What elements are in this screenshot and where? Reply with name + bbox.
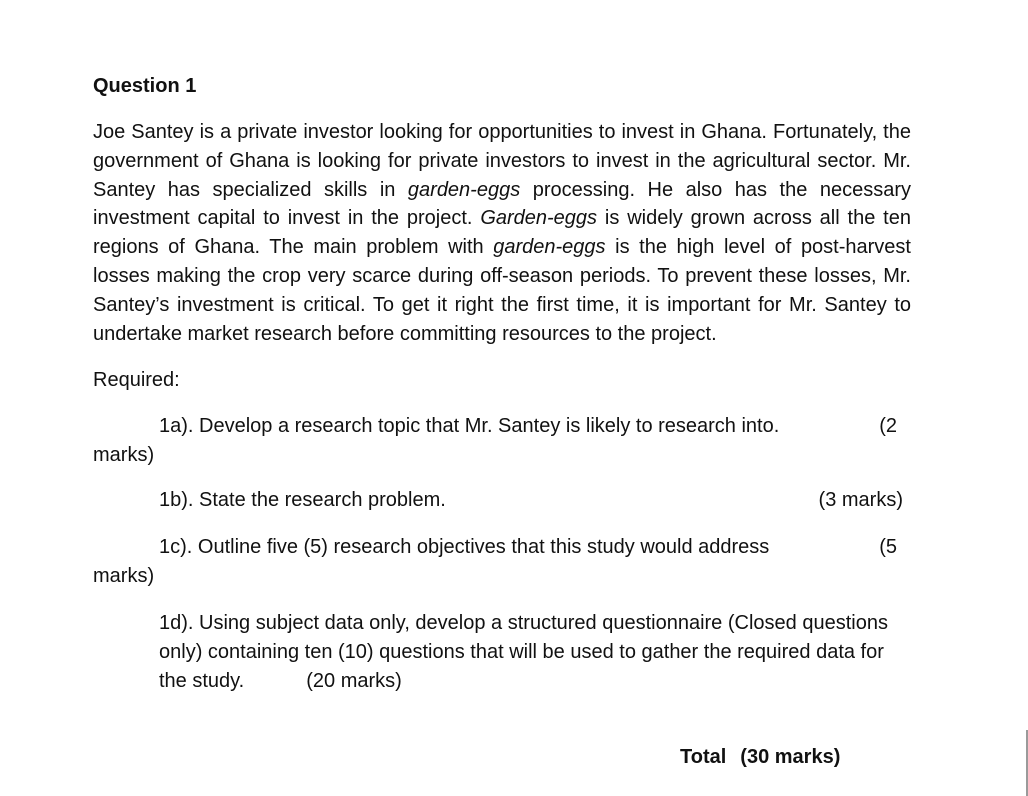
scenario-text-3: is widely grown across all the ten regions of Ghana. The main problem with [93, 207, 911, 259]
scenario-text-1: Joe Santey is a private investor looking for opportunities to invest in Ghana. Fortunately, the government of Ghana is looking for private investors to invest in the agricultural sector. Mr. Santey has specialized skills in [93, 121, 911, 201]
scenario-text-4: is the high level of post-harvest losses making the crop very scarce during off-season periods. To prevent these losses, Mr. Santey’s investment is critical. To get it right the first time, it is important for Mr. Santey to undertake market research before committing resources to the project. [93, 236, 911, 345]
scenario-emphasis-2: Garden-eggs [480, 207, 598, 230]
part-d-text: 1d). Using subject data only, develop a structured questionnaire (Closed questions only) containing ten (10) questions that will be used to gather the required data for the study. [159, 612, 888, 693]
scenario-text-2: processing. He also has the necessary investment capital to invest in the project. [93, 178, 912, 230]
part-a-text: 1a). Develop a research topic that Mr. Santey is likely to research into. [159, 415, 780, 438]
total-label: Total [680, 746, 727, 768]
part-d [93, 609, 899, 696]
part-d-marks: (20 marks) [306, 670, 402, 693]
total-line [680, 743, 840, 771]
part-b-marks: (3 marks) [818, 489, 903, 512]
part-a-marks-close: marks) [93, 444, 155, 467]
scenario-paragraph [93, 118, 911, 348]
part-a-marks-open: (2 [879, 415, 897, 438]
required-label: Required: [93, 369, 180, 392]
part-b-text: 1b). State the research problem. [159, 489, 446, 512]
total-marks: (30 marks) [740, 746, 841, 768]
scenario-emphasis-3: garden-eggs [493, 236, 606, 259]
part-c [93, 533, 911, 591]
part-c-marks-close: marks) [93, 565, 155, 588]
part-c-marks-open: (5 [879, 536, 897, 559]
part-a [93, 412, 911, 470]
part-c-text: 1c). Outline five (5) research objectives that this study would address [159, 536, 770, 559]
question-page [93, 72, 912, 768]
question-title: Question 1 [93, 75, 197, 97]
scenario-emphasis-1: garden-eggs [407, 178, 521, 201]
part-b [93, 486, 911, 515]
